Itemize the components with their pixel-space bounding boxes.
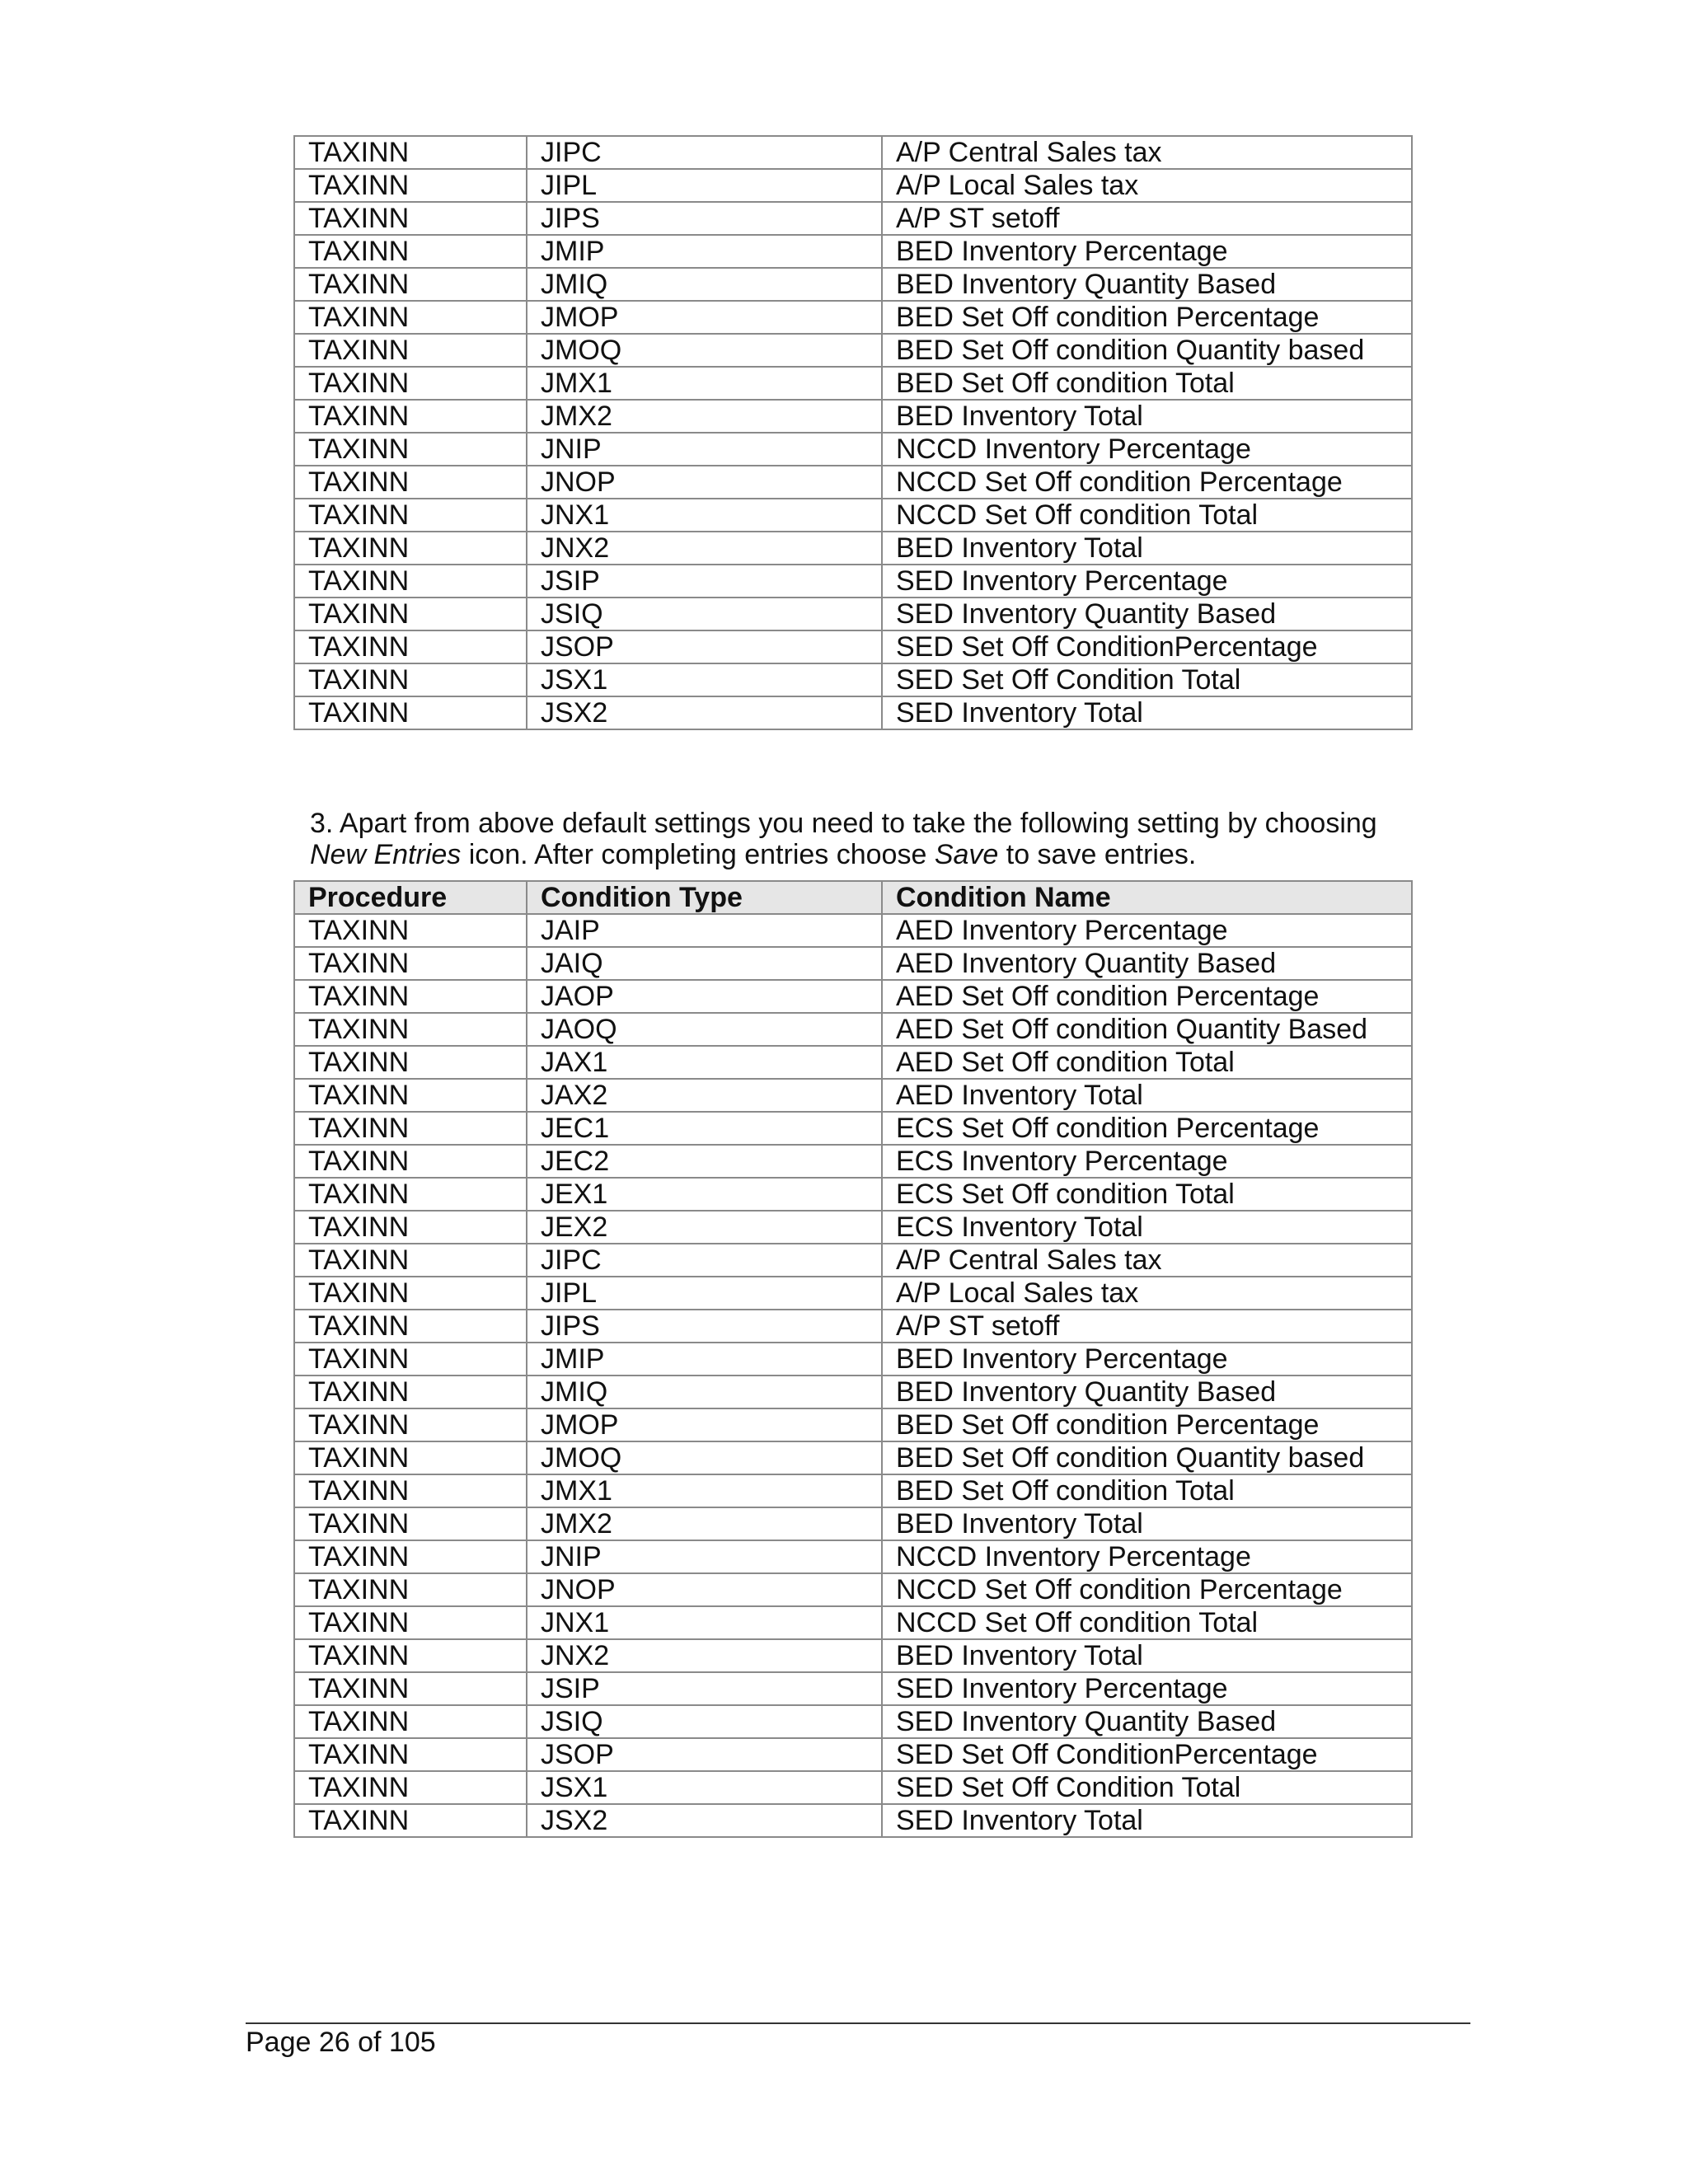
cell-condition-name: NCCD Inventory Percentage [882, 433, 1412, 466]
table-body [294, 914, 1412, 1837]
cell-condition-name: BED Set Off condition Percentage [882, 1408, 1412, 1441]
table-row [294, 1145, 1412, 1178]
table-row [294, 1343, 1412, 1376]
table-row [294, 235, 1412, 268]
cell-procedure: TAXINN [294, 1343, 527, 1376]
table-row [294, 1573, 1412, 1606]
table-row [294, 1079, 1412, 1112]
cell-condition-name: SED Set Off ConditionPercentage [882, 1738, 1412, 1771]
table-row [294, 433, 1412, 466]
table-row [294, 1672, 1412, 1705]
cell-condition-type: JMIP [527, 1343, 882, 1376]
cell-condition-name: BED Inventory Total [882, 532, 1412, 565]
cell-condition-type: JAIQ [527, 947, 882, 980]
cell-procedure: TAXINN [294, 1705, 527, 1738]
cell-condition-type: JNX2 [527, 1639, 882, 1672]
table-row [294, 1112, 1412, 1145]
table-row [294, 1606, 1412, 1639]
header-condition-name: Condition Name [882, 881, 1412, 914]
cell-procedure: TAXINN [294, 1738, 527, 1771]
cell-condition-name: A/P ST setoff [882, 1310, 1412, 1343]
cell-condition-type: JEX1 [527, 1178, 882, 1211]
cell-condition-name: BED Set Off condition Percentage [882, 301, 1412, 334]
cell-procedure: TAXINN [294, 1606, 527, 1639]
cell-procedure: TAXINN [294, 499, 527, 532]
table-row [294, 367, 1412, 400]
cell-condition-type: JMOP [527, 1408, 882, 1441]
cell-procedure: TAXINN [294, 1376, 527, 1408]
cell-condition-name: SED Inventory Quantity Based [882, 1705, 1412, 1738]
cell-condition-type: JAX2 [527, 1079, 882, 1112]
cell-condition-name: BED Set Off condition Total [882, 367, 1412, 400]
cell-condition-type: JAX1 [527, 1046, 882, 1079]
cell-condition-name: SED Inventory Percentage [882, 565, 1412, 598]
cell-condition-type: JMX2 [527, 400, 882, 433]
cell-procedure: TAXINN [294, 433, 527, 466]
table-row [294, 598, 1412, 630]
table-row [294, 499, 1412, 532]
cell-procedure: TAXINN [294, 235, 527, 268]
cell-condition-name: SED Set Off Condition Total [882, 663, 1412, 696]
cell-condition-name: BED Inventory Percentage [882, 1343, 1412, 1376]
cell-condition-type: JSX2 [527, 1804, 882, 1837]
table-row [294, 696, 1412, 729]
table-row [294, 980, 1412, 1013]
cell-condition-name: BED Inventory Percentage [882, 235, 1412, 268]
cell-condition-type: JIPS [527, 202, 882, 235]
cell-procedure: TAXINN [294, 1507, 527, 1540]
cell-condition-type: JEC2 [527, 1145, 882, 1178]
cell-condition-name: SED Set Off ConditionPercentage [882, 630, 1412, 663]
cell-condition-type: JNIP [527, 433, 882, 466]
table-body [294, 136, 1412, 729]
table-header [294, 881, 1412, 914]
cell-procedure: TAXINN [294, 1408, 527, 1441]
cell-condition-type: JSX2 [527, 696, 882, 729]
cell-condition-name: A/P Local Sales tax [882, 169, 1412, 202]
cell-condition-name: A/P ST setoff [882, 202, 1412, 235]
cell-condition-name: AED Inventory Total [882, 1079, 1412, 1112]
cell-condition-name: BED Inventory Total [882, 1639, 1412, 1672]
cell-condition-name: SED Inventory Total [882, 696, 1412, 729]
cell-condition-type: JSX1 [527, 1771, 882, 1804]
table-row [294, 1474, 1412, 1507]
cell-procedure: TAXINN [294, 947, 527, 980]
cell-condition-name: A/P Central Sales tax [882, 136, 1412, 169]
instruction-text: 3. Apart from above default settings you need to take the following setting by choosing [310, 808, 1377, 839]
cell-condition-type: JNOP [527, 466, 882, 499]
cell-condition-name: BED Inventory Total [882, 400, 1412, 433]
cell-condition-name: AED Set Off condition Total [882, 1046, 1412, 1079]
table-row [294, 1507, 1412, 1540]
table-row [294, 1639, 1412, 1672]
table-row [294, 169, 1412, 202]
table-row [294, 1277, 1412, 1310]
cell-condition-name: NCCD Set Off condition Percentage [882, 1573, 1412, 1606]
table-row [294, 268, 1412, 301]
cell-procedure: TAXINN [294, 334, 527, 367]
cell-procedure: TAXINN [294, 1639, 527, 1672]
cell-condition-name: ECS Inventory Total [882, 1211, 1412, 1244]
cell-procedure: TAXINN [294, 1540, 527, 1573]
cell-condition-name: BED Inventory Quantity Based [882, 268, 1412, 301]
cell-procedure: TAXINN [294, 1310, 527, 1343]
cell-condition-type: JEC1 [527, 1112, 882, 1145]
table-row [294, 1441, 1412, 1474]
cell-condition-type: JSOP [527, 1738, 882, 1771]
cell-procedure: TAXINN [294, 367, 527, 400]
table-row [294, 1376, 1412, 1408]
cell-condition-type: JAOQ [527, 1013, 882, 1046]
cell-procedure: TAXINN [294, 630, 527, 663]
cell-condition-name: A/P Local Sales tax [882, 1277, 1412, 1310]
cell-condition-name: BED Set Off condition Quantity based [882, 1441, 1412, 1474]
cell-condition-name: NCCD Set Off condition Total [882, 1606, 1412, 1639]
table-row [294, 1408, 1412, 1441]
table-row [294, 1046, 1412, 1079]
page-number: Page 26 of 105 [246, 2027, 436, 2058]
cell-condition-type: JSOP [527, 630, 882, 663]
table-row [294, 1244, 1412, 1277]
cell-procedure: TAXINN [294, 301, 527, 334]
cell-procedure: TAXINN [294, 1573, 527, 1606]
cell-procedure: TAXINN [294, 1178, 527, 1211]
cell-condition-type: JMOQ [527, 334, 882, 367]
instruction-text: to save entries. [998, 839, 1197, 870]
cell-procedure: TAXINN [294, 466, 527, 499]
cell-procedure: TAXINN [294, 1211, 527, 1244]
cell-procedure: TAXINN [294, 1244, 527, 1277]
table-row [294, 301, 1412, 334]
table-row [294, 1705, 1412, 1738]
cell-procedure: TAXINN [294, 1441, 527, 1474]
condition-settings-table [293, 880, 1413, 1838]
header-procedure: Procedure [294, 881, 527, 914]
cell-condition-type: JNX2 [527, 532, 882, 565]
table-row [294, 334, 1412, 367]
cell-procedure: TAXINN [294, 532, 527, 565]
cell-condition-type: JMX2 [527, 1507, 882, 1540]
cell-condition-name: A/P Central Sales tax [882, 1244, 1412, 1277]
table-row [294, 1738, 1412, 1771]
table-row [294, 466, 1412, 499]
cell-condition-name: SED Inventory Total [882, 1804, 1412, 1837]
table-row [294, 202, 1412, 235]
table-row [294, 136, 1412, 169]
table-row [294, 400, 1412, 433]
cell-condition-type: JSIP [527, 565, 882, 598]
cell-condition-type: JMIQ [527, 1376, 882, 1408]
cell-condition-type: JSIQ [527, 598, 882, 630]
cell-condition-name: SED Inventory Quantity Based [882, 598, 1412, 630]
cell-condition-name: BED Inventory Total [882, 1507, 1412, 1540]
cell-procedure: TAXINN [294, 1474, 527, 1507]
cell-procedure: TAXINN [294, 565, 527, 598]
cell-condition-name: BED Set Off condition Quantity based [882, 334, 1412, 367]
cell-condition-type: JNOP [527, 1573, 882, 1606]
header-condition-type: Condition Type [527, 881, 882, 914]
table-row [294, 1013, 1412, 1046]
cell-condition-type: JNX1 [527, 499, 882, 532]
cell-condition-type: JAIP [527, 914, 882, 947]
cell-condition-type: JSIQ [527, 1705, 882, 1738]
cell-condition-type: JMIQ [527, 268, 882, 301]
cell-condition-name: SED Set Off Condition Total [882, 1771, 1412, 1804]
cell-condition-type: JNX1 [527, 1606, 882, 1639]
cell-condition-type: JMX1 [527, 1474, 882, 1507]
cell-condition-name: BED Inventory Quantity Based [882, 1376, 1412, 1408]
table-row [294, 1540, 1412, 1573]
new-entries-emphasis: New Entries [310, 839, 462, 870]
cell-procedure: TAXINN [294, 696, 527, 729]
condition-table-continued [293, 135, 1413, 730]
cell-procedure: TAXINN [294, 663, 527, 696]
cell-condition-type: JIPC [527, 1244, 882, 1277]
cell-condition-type: JSIP [527, 1672, 882, 1705]
table-row [294, 1178, 1412, 1211]
cell-condition-type: JEX2 [527, 1211, 882, 1244]
save-emphasis: Save [934, 839, 999, 870]
cell-condition-name: ECS Set Off condition Percentage [882, 1112, 1412, 1145]
footer-divider [246, 2022, 1470, 2024]
table-row [294, 1771, 1412, 1804]
cell-procedure: TAXINN [294, 598, 527, 630]
cell-condition-name: BED Set Off condition Total [882, 1474, 1412, 1507]
cell-condition-name: AED Set Off condition Quantity Based [882, 1013, 1412, 1046]
cell-procedure: TAXINN [294, 1046, 527, 1079]
cell-condition-name: SED Inventory Percentage [882, 1672, 1412, 1705]
cell-procedure: TAXINN [294, 268, 527, 301]
cell-procedure: TAXINN [294, 1079, 527, 1112]
cell-procedure: TAXINN [294, 980, 527, 1013]
table-row [294, 1804, 1412, 1837]
cell-condition-name: ECS Inventory Percentage [882, 1145, 1412, 1178]
cell-condition-type: JMX1 [527, 367, 882, 400]
cell-condition-type: JIPC [527, 136, 882, 169]
cell-procedure: TAXINN [294, 136, 527, 169]
cell-procedure: TAXINN [294, 1771, 527, 1804]
cell-procedure: TAXINN [294, 202, 527, 235]
cell-condition-type: JIPS [527, 1310, 882, 1343]
instruction-paragraph [310, 808, 1431, 870]
cell-condition-name: NCCD Set Off condition Total [882, 499, 1412, 532]
table-row [294, 565, 1412, 598]
table-row [294, 532, 1412, 565]
table-row [294, 1211, 1412, 1244]
cell-condition-name: AED Set Off condition Percentage [882, 980, 1412, 1013]
table-row [294, 914, 1412, 947]
cell-procedure: TAXINN [294, 1145, 527, 1178]
cell-procedure: TAXINN [294, 1672, 527, 1705]
cell-procedure: TAXINN [294, 1013, 527, 1046]
cell-condition-type: JIPL [527, 169, 882, 202]
table-row [294, 1310, 1412, 1343]
cell-condition-name: AED Inventory Quantity Based [882, 947, 1412, 980]
table-row [294, 663, 1412, 696]
cell-procedure: TAXINN [294, 1804, 527, 1837]
cell-condition-type: JNIP [527, 1540, 882, 1573]
cell-condition-name: AED Inventory Percentage [882, 914, 1412, 947]
table-row [294, 947, 1412, 980]
cell-condition-type: JAOP [527, 980, 882, 1013]
cell-procedure: TAXINN [294, 1277, 527, 1310]
header-row [294, 881, 1412, 914]
cell-procedure: TAXINN [294, 400, 527, 433]
cell-condition-type: JSX1 [527, 663, 882, 696]
instruction-text: icon. After completing entries choose [461, 839, 935, 870]
cell-condition-name: NCCD Inventory Percentage [882, 1540, 1412, 1573]
cell-condition-name: ECS Set Off condition Total [882, 1178, 1412, 1211]
cell-procedure: TAXINN [294, 169, 527, 202]
cell-condition-type: JMOP [527, 301, 882, 334]
table-row [294, 630, 1412, 663]
cell-condition-type: JMIP [527, 235, 882, 268]
cell-condition-name: NCCD Set Off condition Percentage [882, 466, 1412, 499]
cell-condition-type: JIPL [527, 1277, 882, 1310]
cell-procedure: TAXINN [294, 1112, 527, 1145]
cell-procedure: TAXINN [294, 914, 527, 947]
cell-condition-type: JMOQ [527, 1441, 882, 1474]
